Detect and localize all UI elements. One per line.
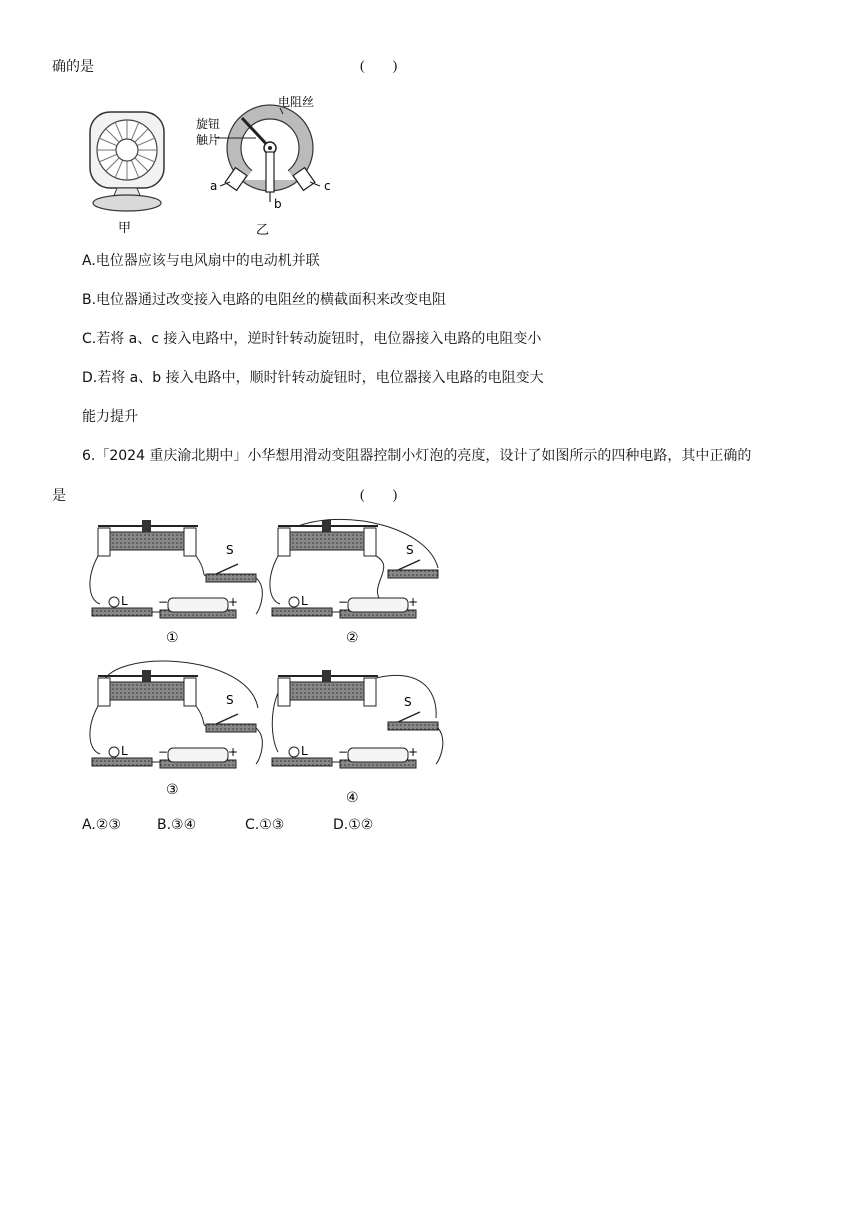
circuit-2 (270, 519, 438, 646)
q5-option-d: D.若将 a、b 接入电路中，顺时针转动旋钮时，电位器接入电路的电阻变大 (82, 370, 544, 386)
c2-switch-label: S (406, 543, 414, 557)
q5-option-c: C.若将 a、c 接入电路中，逆时针转动旋钮时，电位器接入电路的电阻变小 (82, 331, 542, 347)
label-knob: 旋钮 (196, 117, 221, 131)
c4-switch-label: S (404, 695, 412, 709)
figure-label-yi: 乙 (256, 223, 270, 238)
terminal-a-label: a (210, 179, 218, 193)
q5-stem-tail: 确的是 (52, 59, 94, 75)
q5-answer-paren: ( ) (360, 59, 398, 74)
c3-plus-label: + (228, 745, 239, 759)
q6-answer-paren: ( ) (360, 488, 398, 503)
c3-number: ③ (166, 782, 179, 798)
q5-figure (80, 90, 360, 240)
c3-switch-label: S (226, 693, 234, 707)
q6-option-b: B.③④ (157, 817, 197, 833)
circuit-1 (90, 520, 262, 646)
q6-stem-line2: 是 (52, 488, 66, 504)
c1-switch-label: S (226, 543, 234, 557)
potentiometer-illustration (215, 105, 320, 202)
c4-minus-label: − (338, 745, 349, 759)
c1-plus-label: + (228, 595, 239, 609)
label-resistance-wire: 电阻丝 (278, 95, 315, 109)
q6-option-a: A.②③ (82, 817, 121, 833)
q5-option-b: B.电位器通过改变接入电路的电阻丝的横截面积来改变电阻 (82, 292, 447, 308)
c3-lamp-label: L (121, 744, 128, 758)
c1-number: ① (166, 630, 179, 646)
c4-number: ④ (346, 790, 359, 806)
c1-minus-label: − (158, 595, 169, 609)
c2-minus-label: − (338, 595, 349, 609)
q6-stem-line1: 6.「2024 重庆渝北期中」小华想用滑动变阻器控制小灯泡的亮度，设计了如图所示的四种电路，其中正确的 (82, 448, 752, 464)
q5-option-a: A.电位器应该与电风扇中的电动机并联 (82, 253, 320, 269)
c2-lamp-label: L (301, 594, 308, 608)
label-contact: 触片 (196, 133, 221, 147)
c4-lamp-label: L (301, 744, 308, 758)
circuit-4 (272, 670, 443, 806)
c1-lamp-label: L (121, 594, 128, 608)
c2-number: ② (346, 630, 359, 646)
figure-label-jia: 甲 (118, 221, 132, 236)
section-title: 能力提升 (82, 409, 138, 425)
fan-illustration (90, 112, 164, 211)
q6-option-c: C.①③ (245, 817, 285, 833)
terminal-b-label: b (274, 197, 282, 211)
q6-option-d: D.①② (333, 817, 374, 833)
circuit-3 (90, 661, 262, 798)
c3-minus-label: − (158, 745, 169, 759)
c2-plus-label: + (408, 595, 419, 609)
c4-plus-label: + (408, 745, 419, 759)
q6-circuits-figure (88, 518, 448, 808)
terminal-c-label: c (324, 179, 331, 193)
